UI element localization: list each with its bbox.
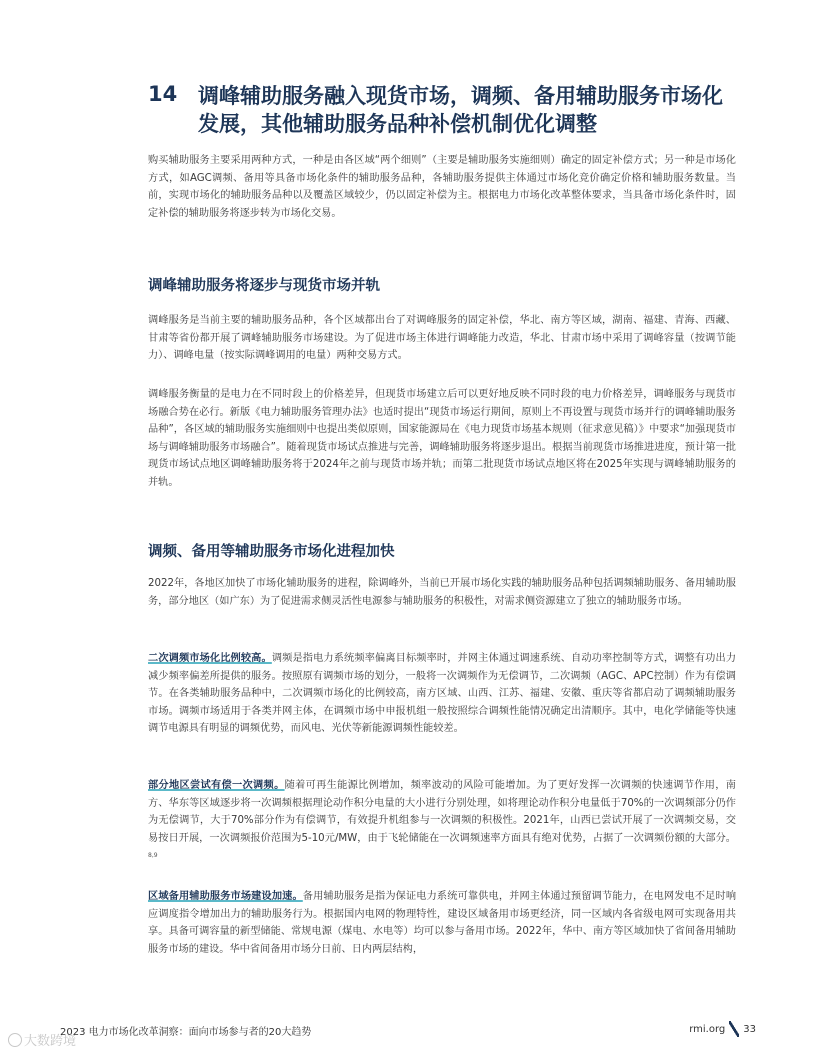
watermark [8,1030,76,1049]
watermark-logo-icon [8,1033,22,1047]
footnote-ref: 8,9 [148,852,158,860]
section-2-paragraph-4 [148,888,736,958]
page-number: 33 [743,1023,756,1035]
chapter-number: 14 [148,82,178,106]
section-2-paragraph-2 [148,650,736,738]
section-2-paragraph-3 [148,777,736,868]
paragraph-lead: 区域备用辅助服务市场建设加速。 [148,891,303,902]
intro-paragraph: 购买辅助服务主要采用两种方式，一种是由各区域“两个细则”（主要是辅助服务实施细则）确定的固定补偿方式；另一种是市场化方式，如AGC调频、备用等具备市场化条件的辅助服务品种，各辅助服务提供主体通过市场化竞价确定价格和辅助服务数量。当前，实现市场化的辅助服务品种以及覆盖区域较少，仍以固定补偿为主。根据电力市场化改革整体要求，当具备市场化条件时，固定补偿的辅助服务将逐步转为市场化交易。 [148,155,736,219]
chapter-title: 调峰辅助服务融入现货市场，调频、备用辅助服务市场化发展，其他辅助服务品种补偿机制优化调整 [198,84,723,136]
watermark-text: 大数跨境 [24,1034,77,1049]
section-1-title: 调峰辅助服务将逐步与现货市场并轨 [148,278,380,294]
section-1-paragraph-1: 调峰服务是当前主要的辅助服务品种，各个区域都出台了对调峰服务的固定补偿，华北、南方等区域，湖南、福建、青海、西藏、甘肃等省份都开展了调峰辅助服务市场建设。为了促进市场主体进行调峰能力改造，华北、甘肃市场中采用了调峰容量（按调节能力）、调峰电量（按实际调峰调用的电量）两种交易方式。 [148,315,736,362]
paragraph-body: 调频是指电力系统频率偏离目标频率时，并网主体通过调速系统、自动功率控制等方式，调整有功出力减少频率偏差所提供的服务。按照原有调频市场的划分，一般将一次调频作为无偿调节，二次调频（AGC、APC控制）作为有偿调节。在各类辅助服务品种中，二次调频市场化的比例较高，南方区域、山西、江苏、福建、安徽、重庆等省都启动了调频辅助服务市场。调频市场适用于各类并网主体，在调频市场中申报机组一般按照综合调频性能情况确定出清顺序。其中，电化学储能等快速调节电源具有明显的调频优势，而风电、光伏等新能源调频性能较差。 [148,653,737,735]
section-2-paragraph-1: 2022年，各地区加快了市场化辅助服务的进程，除调峰外，当前已开展市场化实践的辅助服务品种包括调频辅助服务、备用辅助服务，部分地区（如广东）为了促进需求侧灵活性电源参与辅助服务的积极性，对需求侧资源建立了独立的辅助服务市场。 [148,578,736,607]
footer-site: rmi.org [689,1023,726,1035]
footer-report-title: 2023 电力市场化改革洞察：面向市场参与者的20大趋势 [60,1027,312,1038]
slash-icon [729,1021,739,1037]
footer-page-info [689,1021,756,1037]
section-2-title: 调频、备用等辅助服务市场化进程加快 [148,544,395,560]
paragraph-lead: 二次调频市场化比例较高。 [148,653,272,664]
paragraph-lead: 部分地区尝试有偿一次调频。 [148,780,285,791]
paragraph-body: 备用辅助服务是指为保证电力系统可靠供电，并网主体通过预留调节能力，在电网发电不足时响应调度指令增加出力的辅助服务行为。根据国内电网的物理特性，建设区域备用市场更经济，同一区域内各省级电网可实现备用共享。具备可调容量的新型储能、常规电源（煤电、水电等）均可以参与备用市场。2022年，华中、南方等区域加快了省间备用辅助服务市场的建设。华中省间备用市场分日前、日内两层结构， [148,891,737,955]
paragraph-body: 随着可再生能源比例增加，频率波动的风险可能增加。为了更好发挥一次调频的快速调节作用，南方、华东等区域逐步将一次调频根据理论动作积分电量的大小进行分别处理，如将理论动作积分电量低于70%的一次调频部分仍作为无偿调节，大于70%部分作为有偿调节，有效提升机组参与一次调频的积极性。2021年，山西已尝试开展了一次调频交易，交易按日开展，一次调频报价范围为5-10元/MW，由于飞轮储能在一次调频速率方面具有绝对优势，占据了一次调频份额的大部分。 [148,780,736,844]
section-1-paragraph-2: 调峰服务衡量的是电力在不同时段上的价格差异，但现货市场建立后可以更好地反映不同时段的电力价格差异，调峰服务与现货市场融合势在必行。新版《电力辅助服务管理办法》也适时提出“现货市场运行期间，原则上不再设置与现货市场并行的调峰辅助服务品种”，各区域的辅助服务实施细则中也提出类似原则，国家能源局在《电力现货市场基本规则（征求意见稿）》中要求“加强现货市场与调峰辅助服务市场融合”。随着现货市场试点推进与完善，调峰辅助服务将逐步退出。根据当前现货市场推进进度，预计第一批现货市场试点地区调峰辅助服务将于2024年之前与现货市场并轨；而第二批现货市场试点地区将在2025年实现与调峰辅助服务的并轨。 [148,389,736,488]
